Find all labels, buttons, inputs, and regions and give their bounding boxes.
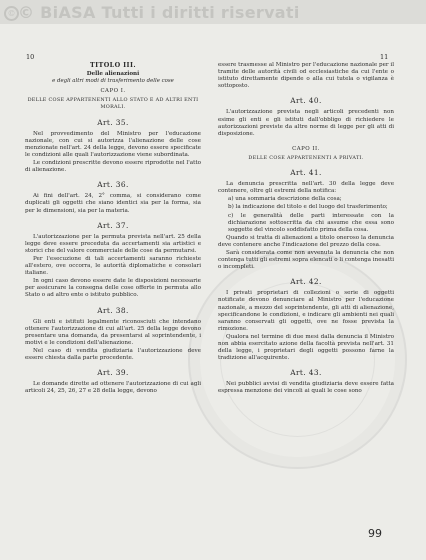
- capo-heading: CAPO II.: [292, 145, 320, 152]
- article-heading: Art. 37.: [97, 220, 129, 230]
- bottom-page-number: 99: [368, 527, 382, 540]
- article-heading: Art. 42.: [290, 277, 322, 287]
- list-item: a) una sommaria descrizione della cosa;: [228, 196, 342, 203]
- capo-title: DELLE COSE APPARTENENTI ALLO STATO E AD ALTRI ENTI MORALI.: [27, 97, 199, 111]
- continued-paragraph: essere trasmesse al Ministro per l'educazione nazionale per il tramite delle autorità civili od ecclesiastiche da cui l'ente o istituto direttamente dipende o alla cui tutela o vigilanza è sottoposto.: [218, 62, 394, 90]
- article-paragraph: Le domande dirette ad ottenere l'autorizzazione di cui agli articoli 24, 25, 26, 27 e 28 della legge, devono: [25, 381, 201, 395]
- watermark-banner: [0, 0, 426, 24]
- article-paragraph: In ogni caso devono essere date le disposizioni necessarie per assicurare la consegna delle cose offerte in permuta allo Stato o ad altro ente o istituto pubblico.: [25, 278, 201, 299]
- article-heading: Art. 36.: [97, 180, 129, 190]
- left-page-number: 10: [26, 53, 35, 61]
- title-heading: TITOLO III.: [90, 61, 136, 69]
- list-item: b) la indicazione del titolo e del luogo del trasferimento;: [228, 204, 388, 211]
- article-paragraph: Quando si tratta di alienazioni a titolo oneroso la denuncia deve contenere anche l'indicazione del prezzo della cosa.: [218, 234, 394, 248]
- article-paragraph: L'autorizzazione per la permuta prevista nell'art. 25 della legge deve essere preceduta da accertamenti sia artistici e storici che del valore commerciale delle cose da permutarsi.: [25, 233, 201, 254]
- capo-title: DELLE COSE APPARTENENTI A PRIVATI.: [248, 154, 364, 161]
- left-column: [25, 62, 201, 396]
- capo-heading: CAPO I.: [100, 88, 126, 95]
- article-paragraph: Gli enti e istituti legalmente riconosciuti che intendano ottenere l'autorizzazione di cui all'art. 25 della legge devono presentare una domanda, da presentarsi al soprintendente, i motivi e le condizioni dell'alienazione.: [25, 318, 201, 346]
- article-heading: Art. 38.: [97, 305, 129, 315]
- article-heading: Art. 41.: [290, 168, 322, 178]
- article-paragraph: Le condizioni prescritte devono essere riprodotte nel l'atto di alienazione.: [25, 160, 201, 174]
- right-column: [218, 62, 394, 397]
- article-paragraph: Per l'esecuzione di tali accertamenti saranno richieste all'estero, ove occorra, le autorità diplomatiche e consolari italiane.: [25, 255, 201, 277]
- article-paragraph: I privati proprietari di collezioni o serie di oggetti notificate devono denunciare al Ministro per l'educazione nazionale, a mezzo del soprintendente, gli atti di alienazione, specificandone le condizioni, e indicare gli ambienti nei quali saranno conservati gli oggetti, ove ne fosse prevista la rimozione.: [218, 290, 394, 332]
- article-heading: Art. 43.: [290, 368, 322, 378]
- section-subtitle: Delle alienazioni: [86, 71, 140, 78]
- copyright-icon: ©: [4, 6, 19, 21]
- article-heading: Art. 35.: [97, 117, 129, 127]
- article-paragraph: Nel caso di vendita giudiziaria l'autorizzazione deve essere chiesta dalla parte procedente.: [25, 348, 201, 362]
- article-paragraph: Ai fini dell'art. 24, 2° comma, si considerano come duplicati gli oggetti che siano identici sia per la forma, sia per le dimensioni, sia per la materia.: [25, 193, 201, 214]
- article-paragraph: La denuncia prescritta nell'art. 30 della legge deve contenere, oltre gli estremi della notifica:: [218, 181, 394, 195]
- article-paragraph: Nei pubblici avvisi di vendita giudiziaria deve essere fatta espressa menzione dei vincoli ai quali le cose sono: [218, 381, 394, 395]
- article-paragraph: Sarà considerata come non avvenuta la denuncia che non contenga tutti gli estremi sopra elencati o li contenga inesatti o incompleti.: [218, 249, 394, 271]
- article-paragraph: Qualora nel termine di due mesi dalla denuncia il Ministro non abbia esercitato azione della facoltà prevista nell'art. 31 della legge, i proprietari degli oggetti possono farne la tradizione all'acquirente.: [218, 333, 394, 362]
- article-heading: Art. 39.: [97, 368, 129, 378]
- section-subtitle-2: e degli altri modi di trasferimento delle cose: [52, 78, 174, 85]
- article-heading: Art. 40.: [290, 96, 322, 106]
- article-paragraph: Nel provvedimento del Ministro per l'educazione nazionale, con cui si autorizza l'alienazione delle cose menzionate nell'art. 24 della legge, devono essere specificate le condizioni alle quali l'autorizzazione viene subordinata.: [25, 130, 201, 158]
- article-paragraph: L'autorizzazione prevista negli articoli precedenti non esime gli enti e gli istituti dall'obbligo di richiedere le autorizzazioni previste da altre norme di legge per gli atti di disposizione.: [218, 109, 394, 137]
- watermark-text: © BiASA Tutti i diritti riservati: [18, 3, 300, 22]
- right-page-number: 11: [380, 53, 389, 61]
- list-item: c) le generalità delle parti interessate con la dichiarazione sottoscritta da chi assume che essa sono soggette del vincolo soddisfatto prima della cosa.: [228, 212, 394, 233]
- article-list: [218, 196, 394, 233]
